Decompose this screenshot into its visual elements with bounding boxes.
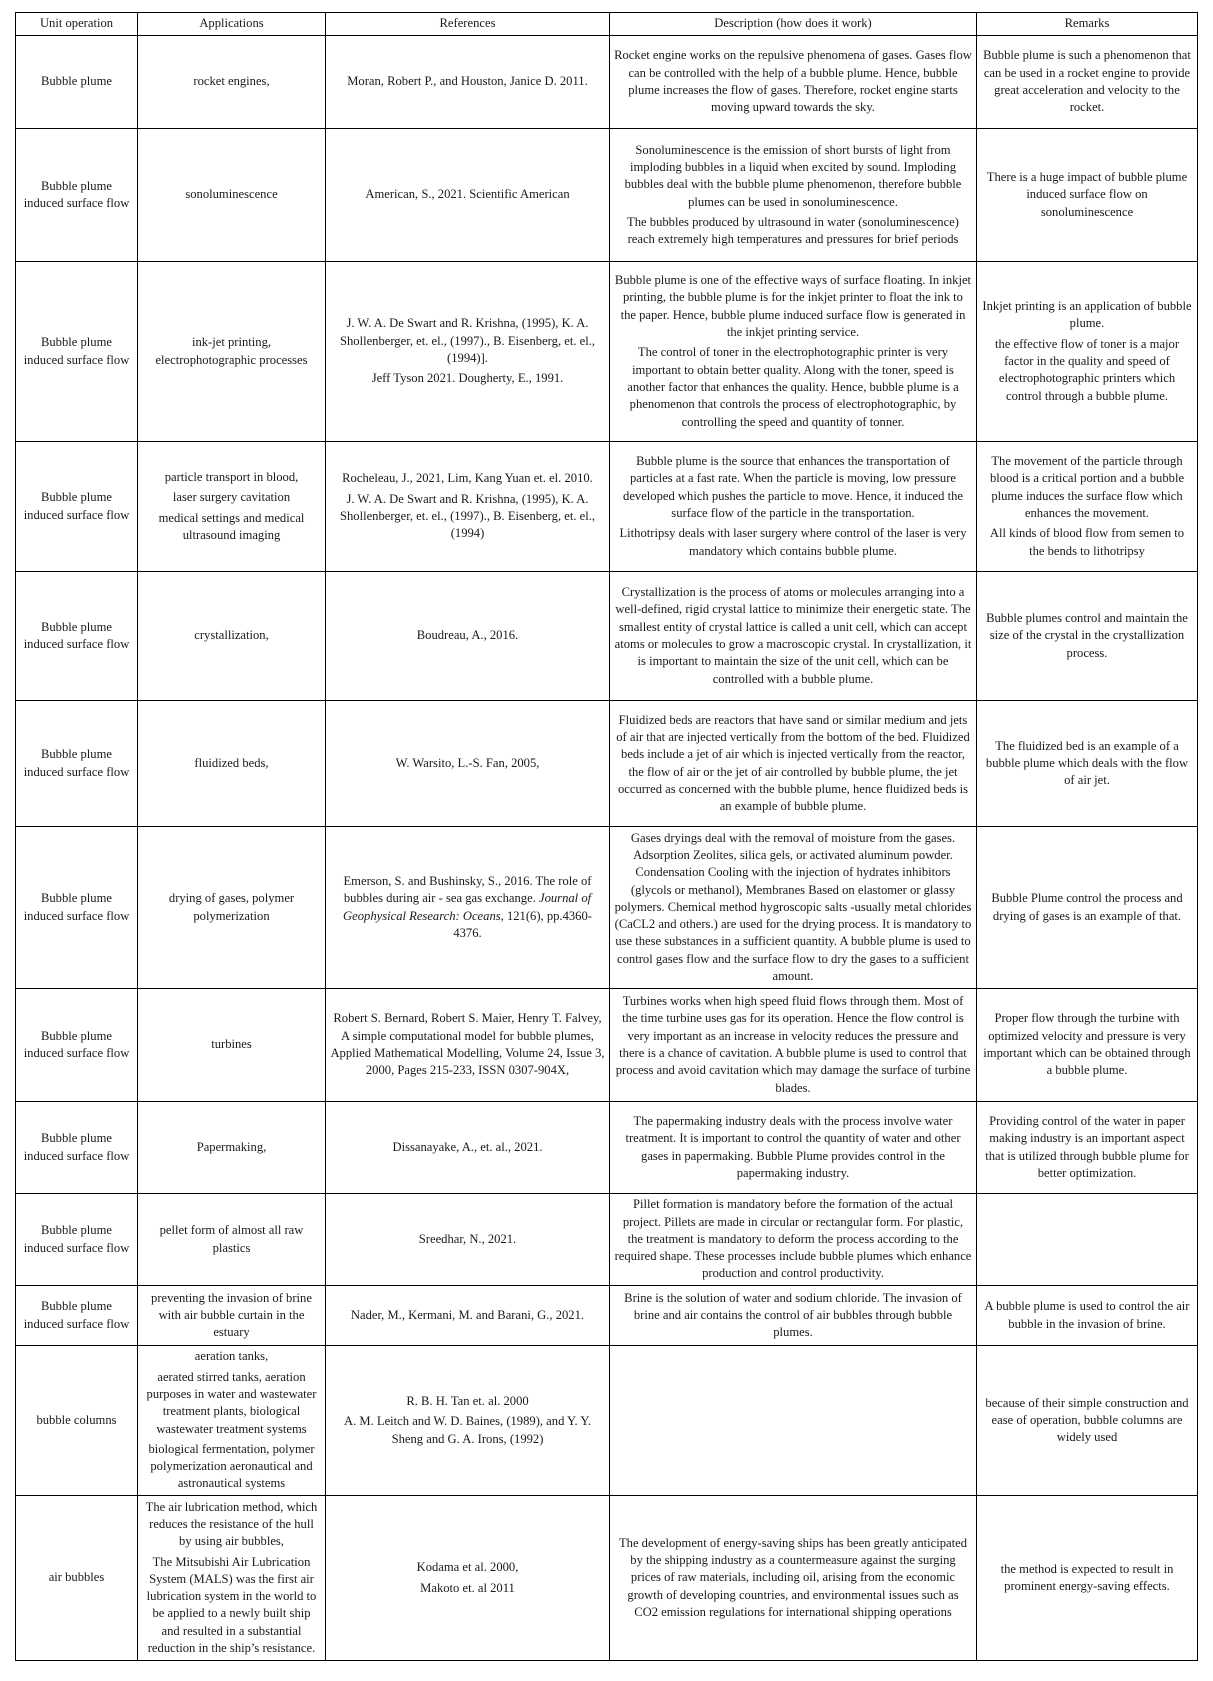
remarks-cell	[977, 1496, 1198, 1661]
references-paragraph: Kodama et al. 2000,	[416, 1560, 519, 1575]
remarks-cell	[977, 36, 1198, 129]
remarks-paragraph: Bubble plumes control and maintain the size of the crystal in the crystallization process.	[986, 611, 1188, 660]
references-cell	[326, 989, 610, 1102]
unit-operation-text: Bubble plume induced surface flow	[23, 1028, 130, 1060]
references-paragraph: A. M. Leitch and W. D. Baines, (1989), and Y. Y. Sheng and G. A. Irons, (1992)	[344, 1414, 591, 1446]
references-paragraph: J. W. A. De Swart and R. Krishna, (1995), K. A. Shollenberger, et. el., (1997)., B. Eisenberg, et. el., (1994)].	[339, 316, 596, 365]
applications-paragraph: crystallization,	[194, 628, 269, 643]
references-paragraph: Robert S. Bernard, Robert S. Maier, Henry T. Falvey, A simple computational model for bubble plumes, Applied Mathematical Modelling, Volume 24, Issue 3, 2000, Pages 215-233, ISSN 0307-904X,	[330, 1011, 605, 1078]
reference-text-plain: Emerson, S. and Bushinsky, S., 2016. The role of bubbles during air - sea gas exchange.	[343, 873, 592, 906]
unit-operation-text: Bubble plume induced surface flow	[23, 747, 130, 779]
description-paragraph: Sonoluminescence is the emission of short bursts of light from imploding bubbles in a liquid when excited by sound. Imploding bubbles deal with the bubble plume phenomenon, therefore bubble plumes can be used in sonoluminescence.	[624, 142, 962, 209]
remarks-cell	[977, 827, 1198, 989]
table-row	[16, 262, 1198, 442]
table-row	[16, 36, 1198, 129]
header-applications: Applications	[138, 13, 326, 36]
applications-paragraph: The Mitsubishi Air Lubrication System (MALS) was the first air lubrication system in the world to be applied to a newly built ship and resulted in a substantial reduction in the ship’s resistance.	[146, 1554, 317, 1656]
remarks-cell	[977, 129, 1198, 262]
applications-paragraph: turbines	[211, 1037, 252, 1052]
applications-paragraph: laser surgery cavitation	[172, 490, 291, 505]
unit-operation-text: Bubble plume induced surface flow	[23, 178, 130, 210]
remarks-cell	[977, 701, 1198, 827]
references-paragraph: Sreedhar, N., 2021.	[418, 1231, 517, 1246]
description-paragraph: Bubble plume is the source that enhances the transportation of particles at a fast rate. When the particle is moving, low pressure developed which pushes the particle to move. Hence, it induced the surface flow of the particle in the transportation.	[623, 454, 963, 520]
remarks-paragraph: All kinds of blood flow from semen to the bends to lithotripsy	[989, 526, 1185, 558]
references-paragraph: Dissanayake, A., et. al., 2021.	[392, 1139, 543, 1154]
applications-cell	[138, 129, 326, 262]
references-cell	[326, 1346, 610, 1496]
references-cell	[326, 36, 610, 129]
applications-cell	[138, 1286, 326, 1346]
applications-paragraph: pellet form of almost all raw plastics	[159, 1223, 304, 1255]
unit-operation-cell	[16, 129, 138, 262]
table-row	[16, 989, 1198, 1102]
unit-operation-cell	[16, 1496, 138, 1661]
remarks-cell	[977, 1346, 1198, 1496]
description-cell	[610, 442, 977, 572]
header-unit-operation: Unit operation	[16, 13, 138, 36]
journal-title: Journal of Geophysical Research: Oceans	[343, 891, 592, 923]
unit-operation-cell	[16, 572, 138, 701]
table-row	[16, 442, 1198, 572]
references-paragraph: Boudreau, A., 2016.	[416, 628, 519, 643]
applications-cell	[138, 989, 326, 1102]
references-cell	[326, 442, 610, 572]
description-paragraph: Turbines works when high speed fluid flows through them. Most of the time turbine uses gas for its operation. Hence the flow control is very important as an increase in velocity reduces the pressure and there is a chance of cavitation. A bubble plume is used to control that process and avoid cavitation which may damage the surface of turbine blades.	[615, 994, 971, 1095]
remarks-paragraph: because of their simple construction and ease of operation, bubble columns are widely used	[985, 1395, 1189, 1445]
applications-paragraph: sonoluminescence	[185, 187, 278, 202]
references-cell	[326, 262, 610, 442]
description-cell	[610, 1496, 977, 1661]
remarks-cell	[977, 262, 1198, 442]
description-cell	[610, 1286, 977, 1346]
references-paragraph: Jeff Tyson 2021. Dougherty, E., 1991.	[371, 371, 564, 386]
references-cell	[326, 1194, 610, 1286]
unit-operation-cell	[16, 827, 138, 989]
remarks-cell	[977, 1102, 1198, 1194]
description-paragraph: Lithotripsy deals with laser surgery where control of the laser is very mandatory which contains bubble plume.	[619, 526, 967, 558]
applications-cell	[138, 1194, 326, 1286]
description-cell	[610, 36, 977, 129]
references-paragraph: J. W. A. De Swart and R. Krishna, (1995), K. A. Shollenberger, et. el., (1997)., B. Eisenberg, et. el., (1994)	[339, 491, 596, 541]
header-references: References	[326, 13, 610, 36]
unit-operation-text: Bubble plume induced surface flow	[23, 619, 130, 651]
references-paragraph: W. Warsito, L.-S. Fan, 2005,	[395, 755, 540, 770]
remarks-paragraph: Proper flow through the turbine with optimized velocity and pressure is very important which can be obtained through a bubble plume.	[983, 1011, 1191, 1078]
references-paragraph: Nader, M., Kermani, M. and Barani, G., 2021.	[350, 1307, 585, 1322]
remarks-cell	[977, 1286, 1198, 1346]
table-body	[16, 36, 1198, 1661]
unit-operation-text: Bubble plume induced surface flow	[23, 1299, 130, 1331]
description-paragraph: The bubbles produced by ultrasound in water (sonoluminescence) reach extremely high temperatures and pressures for brief periods	[627, 214, 959, 247]
unit-operation-cell	[16, 989, 138, 1102]
unit-operation-cell	[16, 262, 138, 442]
remarks-paragraph: Bubble Plume control the process and drying of gases is an example of that.	[991, 891, 1183, 923]
applications-cell	[138, 701, 326, 827]
table-row	[16, 1102, 1198, 1194]
remarks-cell	[977, 442, 1198, 572]
applications-paragraph: aeration tanks,	[194, 1349, 269, 1364]
applications-cell	[138, 1102, 326, 1194]
table-row	[16, 1496, 1198, 1661]
applications-cell	[138, 827, 326, 989]
table-row	[16, 701, 1198, 827]
applications-paragraph: medical settings and medical ultrasound imaging	[158, 510, 305, 542]
applications-paragraph: biological fermentation, polymer polymerization aeronautical and astronautical systems	[148, 1441, 315, 1491]
description-cell	[610, 1346, 977, 1496]
description-cell	[610, 572, 977, 701]
description-paragraph: The development of energy-saving ships has been greatly anticipated by the shipping industry as a countermeasure against the surging prices of raw materials, including oil, arising from the economic growth of developing countries, and environmental issues such as CO2 emission regulations for international shipping operations	[618, 1535, 968, 1619]
remarks-paragraph: A bubble plume is used to control the air bubble in the invasion of brine.	[984, 1299, 1190, 1331]
applications-paragraph: ink-jet printing, electrophotographic processes	[155, 335, 308, 367]
table-row	[16, 827, 1198, 989]
unit-operation-cell	[16, 442, 138, 572]
description-paragraph: Brine is the solution of water and sodium chloride. The invasion of brine and air contains the control of air bubbles through bubble plumes.	[624, 1290, 962, 1340]
table-header-row	[16, 13, 1198, 36]
applications-paragraph: The air lubrication method, which reduces the resistance of the hull by using air bubbles,	[145, 1499, 318, 1549]
remarks-paragraph: Inkjet printing is an application of bubble plume.	[982, 299, 1192, 331]
description-paragraph: Pillet formation is mandatory before the formation of the actual project. Pillets are made in circular or rectangular form. For plastic, the treatment is mandatory to deform the process according to the required shape. These processes include bubble plumes which enhance production and control productivity.	[614, 1197, 972, 1281]
unit-operation-text: Bubble plume induced surface flow	[23, 490, 130, 522]
applications-cell	[138, 36, 326, 129]
description-cell	[610, 989, 977, 1102]
description-cell	[610, 1194, 977, 1286]
references-paragraph: Makoto et. al 2011	[420, 1580, 515, 1595]
table-row	[16, 1194, 1198, 1286]
remarks-cell	[977, 1194, 1198, 1286]
description-cell	[610, 262, 977, 442]
references-paragraph: Moran, Robert P., and Houston, Janice D. 2011.	[347, 74, 588, 89]
table-row	[16, 572, 1198, 701]
description-paragraph: The papermaking industry deals with the process involve water treatment. It is important to control the quantity of water and other gases in papermaking. Bubble Plume provides control in the papermaking industry.	[625, 1113, 961, 1180]
header-remarks: Remarks	[977, 13, 1198, 36]
remarks-cell	[977, 572, 1198, 701]
description-paragraph: Rocket engine works on the repulsive phenomena of gases. Gases flow can be controlled with the help of a bubble plume. Hence, bubble plume increases the flow of gases. Therefore, rocket engine starts moving upward towards the sky.	[614, 48, 972, 115]
remarks-paragraph: There is a huge impact of bubble plume induced surface flow on sonoluminescence	[986, 170, 1188, 219]
description-paragraph: Fluidized beds are reactors that have sand or similar medium and jets of air that are injected vertically from the bottom of the bed. Fluidized beds include a jet of air which is injected vertically from the reactor, the flow of air or the jet of air controlled by bubble plume, the jet occurred as concerned with the bubble plume, hence fluidized beds is an example of bubble plume.	[616, 712, 970, 814]
unit-operation-text: Bubble plume induced surface flow	[23, 335, 130, 367]
remarks-paragraph: the method is expected to result in prominent energy-saving effects.	[1000, 1561, 1174, 1593]
table-row	[16, 129, 1198, 262]
unit-operation-cell	[16, 701, 138, 827]
unit-operation-text: Bubble plume	[40, 74, 112, 89]
description-cell	[610, 129, 977, 262]
reference-text-plain: , 121(6), pp.4360-4376.	[453, 908, 592, 940]
description-paragraph: The control of toner in the electrophotographic printer is very important to obtain better quality. Along with the toner, speed is another factor that enhances the quality. Hence, bubble plume is a phenomenon that controls the process of electrophotographic, by controlling the speed and quantity of tonner.	[627, 345, 959, 429]
table-row	[16, 1286, 1198, 1346]
applications-cell	[138, 572, 326, 701]
unit-operation-text: bubble columns	[36, 1412, 117, 1427]
applications-cell	[138, 1346, 326, 1496]
remarks-paragraph: Bubble plume is such a phenomenon that can be used in a rocket engine to provide great acceleration and velocity to the rocket.	[983, 48, 1191, 115]
description-paragraph: Gases dryings deal with the removal of moisture from the gases. Adsorption Zeolites, silica gels, or activated aluminum powder. Condensation Cooling with the injection of hydrates inhibitors (glycols or methanol), Membranes Based on elastomer or glassy polymers. Chemical method hygroscopic salts -usually metal chlorides (CaCL2 and others.) are used for the drying process. It is mandatory to use these substances in a sufficient quantity. A bubble plume is used to control gases flow and the surface flow to dry the gases to a sufficient amount.	[614, 830, 972, 984]
table-row	[16, 1346, 1198, 1496]
references-paragraph: Rocheleau, J., 2021, Lim, Kang Yuan et. el. 2010.	[342, 471, 593, 486]
applications-cell	[138, 262, 326, 442]
unit-operation-cell	[16, 36, 138, 129]
references-cell	[326, 129, 610, 262]
references-paragraph: R. B. H. Tan et. al. 2000	[406, 1394, 529, 1409]
references-paragraph: American, S., 2021. Scientific American	[365, 187, 570, 202]
reference-text	[330, 873, 605, 942]
applications-paragraph: drying of gases, polymer polymerization	[168, 891, 295, 923]
remarks-cell	[977, 989, 1198, 1102]
description-cell	[610, 827, 977, 989]
references-cell	[326, 572, 610, 701]
applications-paragraph: fluidized beds,	[194, 755, 269, 770]
references-cell	[326, 1496, 610, 1661]
references-cell	[326, 827, 610, 989]
references-cell	[326, 1286, 610, 1346]
unit-operation-cell	[16, 1286, 138, 1346]
unit-operation-text: Bubble plume induced surface flow	[23, 1223, 130, 1255]
applications-paragraph: rocket engines,	[193, 74, 270, 89]
references-cell	[326, 701, 610, 827]
description-cell	[610, 701, 977, 827]
remarks-paragraph: The movement of the particle through blood is a critical portion and a bubble plume induces the surface flow which enhances the movement.	[989, 454, 1185, 520]
applications-paragraph: particle transport in blood,	[164, 469, 299, 484]
applications-paragraph: preventing the invasion of brine with air bubble curtain in the estuary	[151, 1290, 312, 1340]
remarks-paragraph: Providing control of the water in paper making industry is an important aspect that is utilized through bubble plume for better optimization.	[985, 1113, 1189, 1180]
unit-operation-cell	[16, 1194, 138, 1286]
applications-cell	[138, 1496, 326, 1661]
unit-operation-text: Bubble plume induced surface flow	[23, 1131, 130, 1163]
remarks-paragraph: the effective flow of toner is a major factor in the quality and speed of electrophotographic printers which control through a bubble plume.	[994, 336, 1180, 403]
applications-paragraph: aerated stirred tanks, aeration purposes in water and wastewater treatment plants, biological wastewater treatment systems	[146, 1369, 317, 1436]
unit-operation-cell	[16, 1346, 138, 1496]
unit-operation-cell	[16, 1102, 138, 1194]
description-paragraph: Crystallization is the process of atoms or molecules arranging into a well-defined, rigid crystal lattice to minimize their energetic state. The smallest entity of crystal lattice is called a unit cell, which can accept atoms or molecules to grow a macroscopic crystal. In crystallization, it is important to maintain the size of the unit cell, which can be controlled with a bubble plume.	[614, 585, 972, 686]
applications-paragraph: Papermaking,	[196, 1139, 267, 1154]
unit-operations-table	[15, 12, 1198, 1661]
remarks-paragraph: The fluidized bed is an example of a bubble plume which deals with the flow of air jet.	[985, 738, 1189, 788]
description-cell	[610, 1102, 977, 1194]
header-description: Description (how does it work)	[610, 13, 977, 36]
description-paragraph: Bubble plume is one of the effective ways of surface floating. In inkjet printing, the bubble plume is for the inkjet printer to float the ink to the paper. Hence, bubble plume induced surface flow is generated in the inkjet printing service.	[614, 273, 972, 340]
unit-operation-text: Bubble plume induced surface flow	[23, 891, 130, 923]
references-cell	[326, 1102, 610, 1194]
applications-cell	[138, 442, 326, 572]
unit-operation-text: air bubbles	[48, 1570, 105, 1585]
